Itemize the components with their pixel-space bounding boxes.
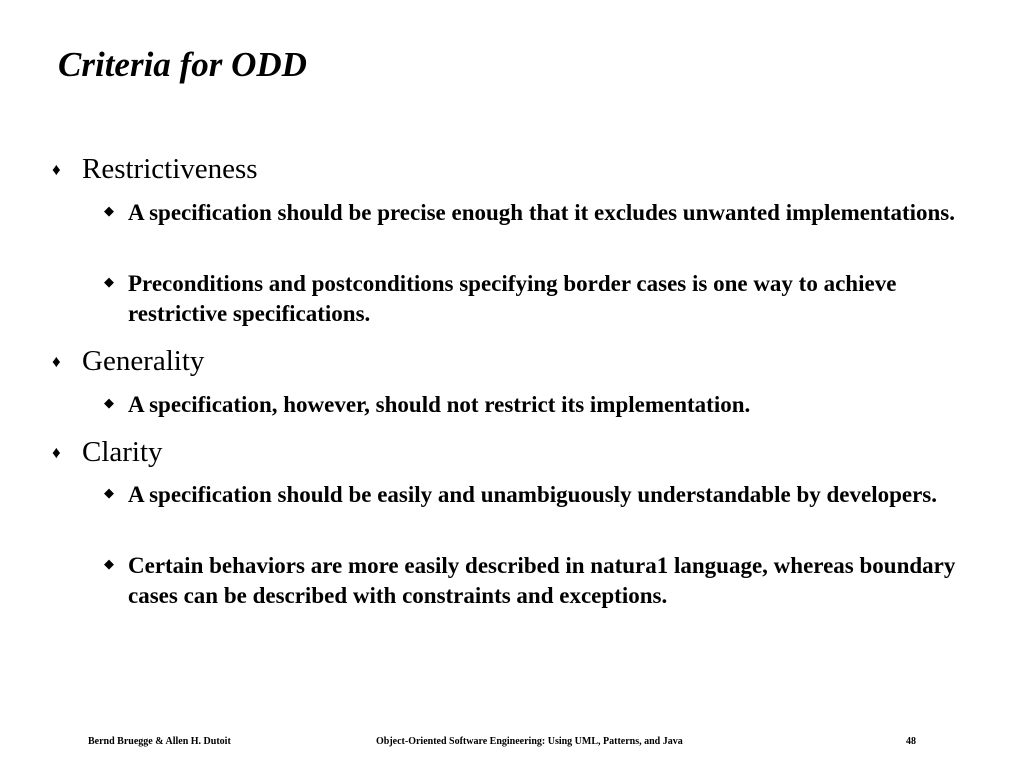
footer-book-title: Object-Oriented Software Engineering: Using UML, Patterns, and Java: [376, 736, 683, 747]
subbullet-natural-language: [104, 551, 958, 611]
subbullet-not-restrict: [104, 390, 958, 420]
subbullet-text: Preconditions and postconditions specifying border cases is one way to achieve restrictive specifications.: [128, 271, 897, 326]
diamond-subbullet-icon: ◆: [104, 395, 114, 410]
diamond-bullet-icon: ♦: [52, 443, 61, 462]
subbullet-text: A specification, however, should not restrict its implementation.: [128, 392, 751, 417]
subbullet-preconditions: [104, 269, 958, 329]
diamond-subbullet-icon: ◆: [104, 485, 114, 500]
slide-title: Criteria for ODD: [58, 45, 307, 84]
diamond-subbullet-icon: ◆: [104, 203, 114, 218]
subbullet-text: Certain behaviors are more easily described in natura1 language, whereas boundary cases can be described with constraints and exceptions.: [128, 553, 956, 608]
diamond-bullet-icon: ♦: [52, 352, 61, 371]
bullet-label: Restrictiveness: [82, 153, 258, 185]
diamond-subbullet-icon: ◆: [104, 274, 114, 289]
bullet-generality: [52, 344, 205, 378]
diamond-subbullet-icon: ◆: [104, 556, 114, 571]
bullet-clarity: [52, 435, 163, 469]
diamond-bullet-icon: ♦: [52, 160, 61, 179]
footer-page-number: 48: [906, 736, 916, 747]
subbullet-understandable: [104, 480, 958, 510]
bullet-label: Generality: [82, 345, 205, 377]
bullet-restrictiveness: [52, 152, 258, 186]
subbullet-text: A specification should be easily and unambiguously understandable by developers.: [128, 482, 937, 507]
footer-authors: Bernd Bruegge & Allen H. Dutoit: [88, 736, 231, 747]
subbullet-text: A specification should be precise enough that it excludes unwanted implementations.: [128, 200, 955, 225]
bullet-label: Clarity: [82, 436, 163, 468]
subbullet-precise: [104, 198, 958, 228]
